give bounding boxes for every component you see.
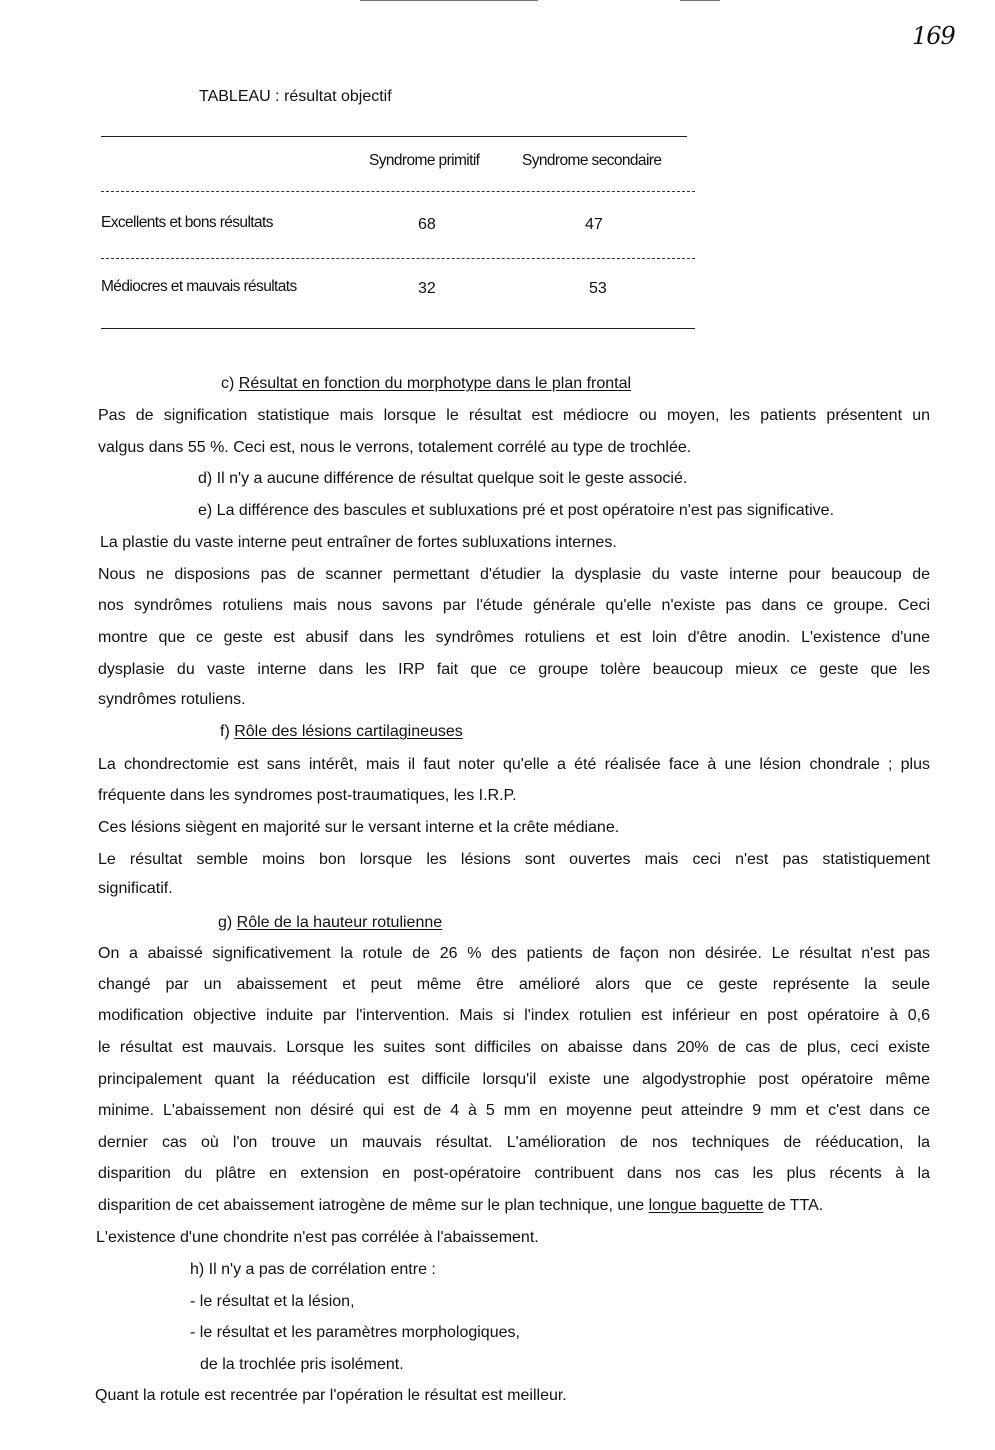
table-cell: 32 xyxy=(418,280,436,297)
table-rule xyxy=(101,328,695,329)
paragraph-line: valgus dans 55 %. Ceci est, nous le verrons, totalement corrélé au type de trochlée. xyxy=(98,439,692,456)
paragraph-line: d) Il n'y a aucune différence de résultat quelque soit le geste associé. xyxy=(198,470,688,487)
table-column-header: Syndrome secondaire xyxy=(522,152,662,169)
paragraph-line: nos syndrômes rotuliens mais nous savons par l'étude générale qu'elle n'existe pas dans ce groupe. Ceci xyxy=(98,597,930,614)
paragraph-line: principalement quant la rééducation est difficile lorsqu'il existe une algodystrophie post opératoire même xyxy=(98,1071,930,1088)
paragraph-line: disparition du plâtre en extension en post-opératoire contribuent dans nos cas les plus récents à la xyxy=(98,1165,930,1182)
paragraph-line: La plastie du vaste interne peut entraîner de fortes subluxations internes. xyxy=(100,534,617,551)
table-row-label: Médiocres et mauvais résultats xyxy=(101,278,297,295)
paragraph-line: significatif. xyxy=(98,880,173,897)
table-cell: 53 xyxy=(589,280,607,297)
table-column-header: Syndrome primitif xyxy=(369,152,480,169)
paragraph-line: montre que ce geste est abusif dans les syndrômes rotuliens et est loin d'être anodin. L'existence d'une xyxy=(98,629,930,646)
paragraph-line: La chondrectomie est sans intérêt, mais il faut noter qu'elle a été réalisée face à une lésion chondrale ; plus xyxy=(98,756,930,773)
paragraph-line: Le résultat semble moins bon lorsque les lésions sont ouvertes mais ceci n'est pas statistiquement xyxy=(98,851,930,868)
table-title: TABLEAU : résultat objectif xyxy=(199,88,392,105)
paragraph-line: h) Il n'y a pas de corrélation entre : xyxy=(190,1261,436,1278)
paragraph-line: le résultat est mauvais. Lorsque les suites sont difficiles on abaisse dans 20% de cas de plus, ceci existe xyxy=(98,1039,930,1056)
paragraph-line: dysplasie du vaste interne dans les IRP fait que ce groupe tolère beaucoup mieux ce geste que les xyxy=(98,661,930,678)
paragraph-line: Ces lésions siègent en majorité sur le versant interne et la crête médiane. xyxy=(98,819,620,836)
list-item: de la trochlée pris isolément. xyxy=(200,1356,404,1373)
scan-edge-line xyxy=(680,0,720,1)
paragraph-line: disparition de cet abaissement iatrogène de même sur le plan technique, une longue baguette de TTA. xyxy=(98,1197,824,1214)
paragraph-line: Quant la rotule est recentrée par l'opération le résultat est meilleur. xyxy=(95,1387,567,1404)
scan-edge-line xyxy=(360,0,538,1)
paragraph-line: e) La différence des bascules et subluxations pré et post opératoire n'est pas significative. xyxy=(198,502,835,519)
paragraph-line: L'existence d'une chondrite n'est pas corrélée à l'abaissement. xyxy=(96,1229,539,1246)
table-rule xyxy=(101,136,687,137)
paragraph-line: fréquente dans les syndromes post-traumatiques, les I.R.P. xyxy=(98,787,517,804)
list-item: - le résultat et les paramètres morphologiques, xyxy=(190,1324,520,1341)
list-item: - le résultat et la lésion, xyxy=(190,1293,355,1310)
table-rule xyxy=(101,258,695,259)
paragraph-line: syndrômes rotuliens. xyxy=(98,691,246,708)
paragraph-line: Pas de signification statistique mais lorsque le résultat est médiocre ou moyen, les patients présentent un xyxy=(98,407,930,424)
paragraph-line: dernier cas où l'on trouve un mauvais résultat. L'amélioration de nos techniques de rééducation, la xyxy=(98,1134,930,1151)
paragraph-line: modification objective induite par l'intervention. Mais si l'index rotulien est inférieur en post opératoire à 0,6 xyxy=(98,1007,930,1024)
page-number: 169 xyxy=(912,22,955,50)
paragraph-line: On a abaissé significativement la rotule de 26 % des patients de façon non désirée. Le résultat n'est pas xyxy=(98,945,930,962)
table-row-label: Excellents et bons résultats xyxy=(101,214,273,231)
section-heading: g) Rôle de la hauteur rotulienne xyxy=(218,914,443,931)
paragraph-line: minime. L'abaissement non désiré qui est de 4 à 5 mm en moyenne peut atteindre 9 mm et c'est dans ce xyxy=(98,1102,930,1119)
paragraph-line: changé par un abaissement et peut même être amélioré alors que ce geste représente la seule xyxy=(98,976,930,993)
table-cell: 47 xyxy=(585,216,603,233)
section-heading: f) Rôle des lésions cartilagineuses xyxy=(220,723,463,740)
paragraph-line: Nous ne disposions pas de scanner permettant d'étudier la dysplasie du vaste interne pour beaucoup de xyxy=(98,566,930,583)
section-heading: c) Résultat en fonction du morphotype dans le plan frontal xyxy=(221,375,632,392)
table-cell: 68 xyxy=(418,216,436,233)
table-rule xyxy=(101,191,695,192)
